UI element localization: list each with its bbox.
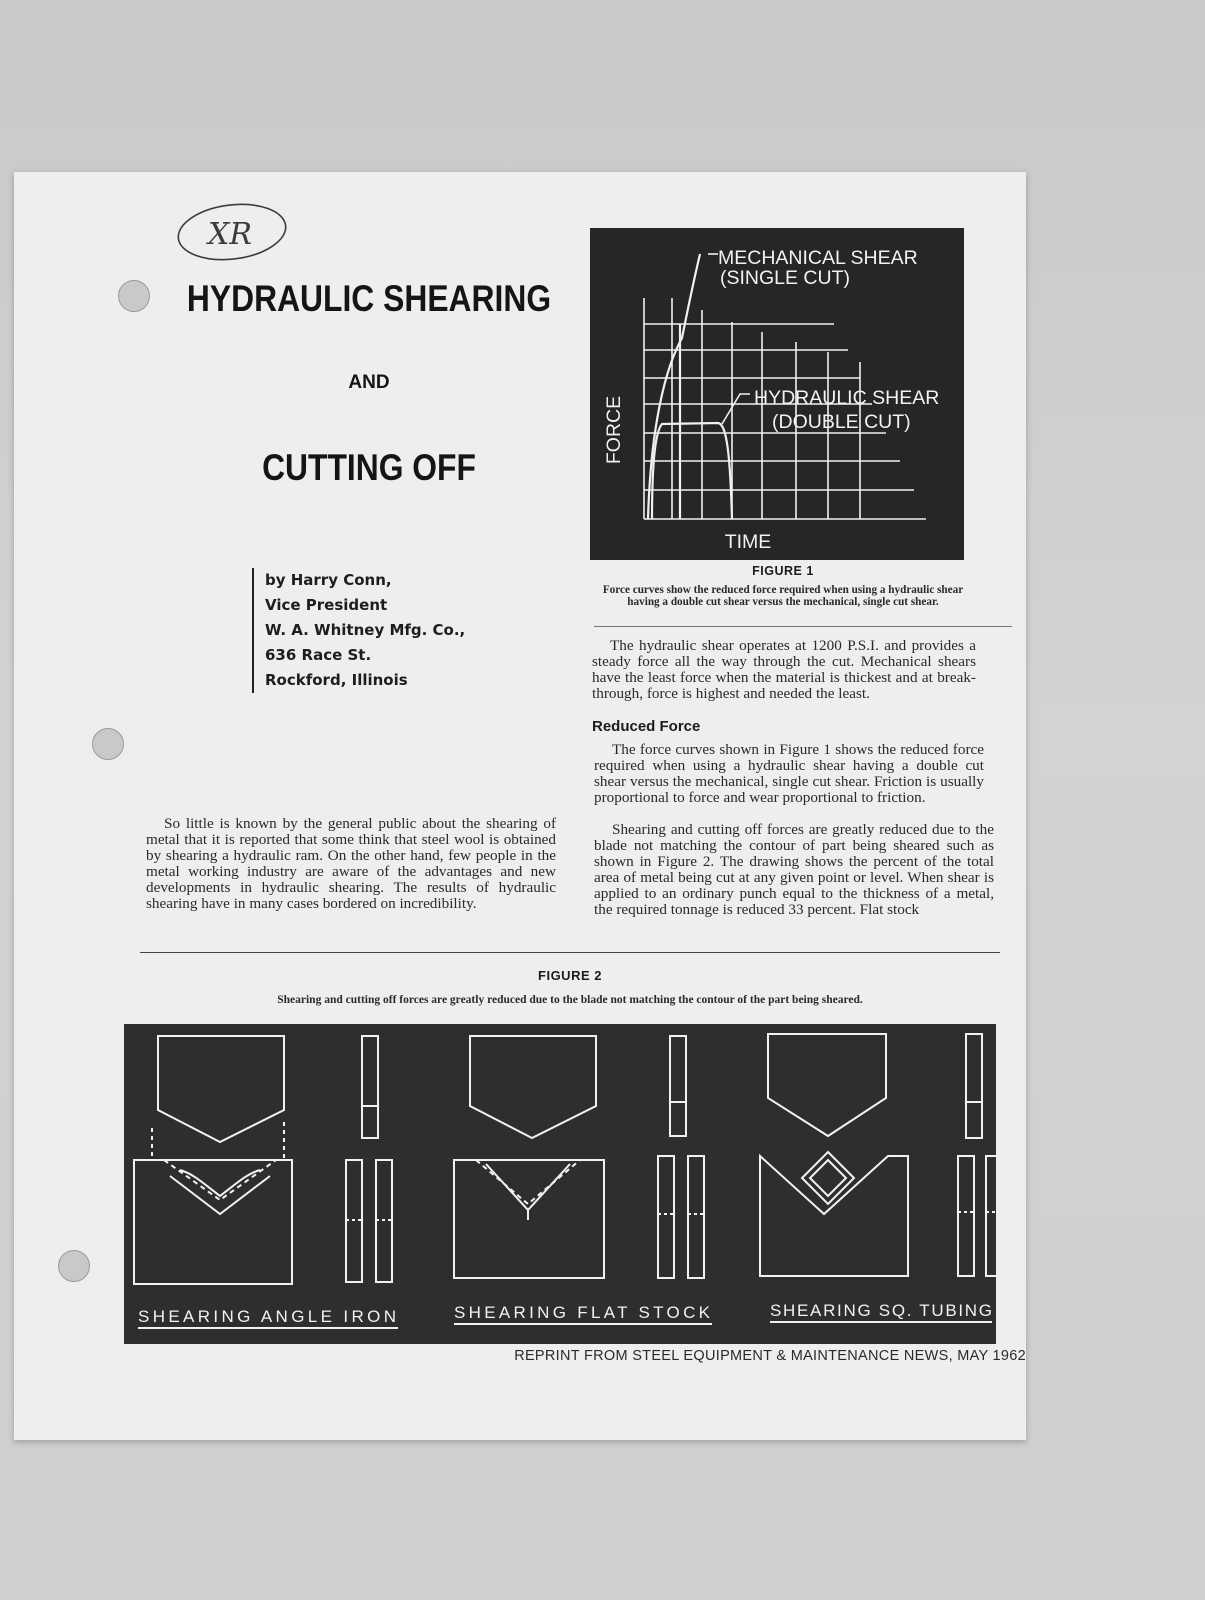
binder-hole-middle — [92, 728, 124, 760]
handwritten-xr-mark — [174, 200, 294, 268]
right-paragraph-2: The force curves shown in Figure 1 shows the reduced force required when using a hydraulic shear having a double cut shear versus the mechanical, single cut shear. Friction is usually proportional to force and wear proportional to friction. — [594, 741, 984, 806]
section-heading-reduced-force: Reduced Force — [592, 718, 701, 735]
figure1-panel — [590, 228, 964, 560]
byline-line: W. A. Whitney Mfg. Co., — [265, 621, 466, 639]
reprint-footer: REPRINT FROM STEEL EQUIPMENT & MAINTENANCE NEWS, MAY 1962 — [514, 1348, 1026, 1364]
right-paragraph-3: Shearing and cutting off forces are greatly reduced due to the blade not matching the contour of part being sheared such as shown in Figure 2. The drawing shows the percent of the total area of metal being cut at any given point or level. When shear is applied to an ordinary punch equal to the thickness of a metal, the required tonnage is reduced 33 percent. Flat stock — [594, 822, 994, 918]
figure1-divider — [594, 626, 1012, 627]
reprint-sheet — [14, 172, 1026, 1440]
article-title-and: AND — [348, 372, 390, 393]
figure1-label-mechanical: MECHANICAL SHEAR — [718, 247, 918, 269]
figure2-top-rule — [140, 952, 1000, 953]
figure1-label-hydraulic: HYDRAULIC SHEAR — [754, 387, 940, 409]
binder-hole-top — [118, 280, 150, 312]
right-paragraph-1: The hydraulic shear operates at 1200 P.S.I. and provides a steady force all the way through the cut. Mechanical shears have the least force when the material is thickest and at break-through, force is highest and needed the least. — [592, 637, 976, 702]
figure2-heading: FIGURE 2 — [538, 968, 602, 983]
figure2-label-flat-stock: SHEARING FLAT STOCK — [454, 1303, 710, 1322]
figure1-x-axis-label: TIME — [724, 531, 772, 553]
byline-line: 636 Race St. — [265, 646, 372, 664]
figure2-caption: Shearing and cutting off forces are greatly reduced due to the blade not matching the contour of the part being sheared. — [277, 994, 863, 1006]
figure1-label-hydraulic-sub: (DOUBLE CUT) — [772, 411, 911, 433]
figure1-label-mechanical-sub: (SINGLE CUT) — [720, 267, 851, 289]
byline-line: by Harry Conn, — [265, 571, 392, 589]
figure1-y-axis-label: FORCE — [603, 395, 625, 465]
byline-line: Vice President — [265, 596, 388, 614]
figure1-heading: FIGURE 1 — [752, 564, 814, 578]
figure1-caption: Force curves show the reduced force required when using a hydraulic shear having a double cut shear versus the mechanical, single cut shear. — [602, 584, 964, 608]
figure2-label-angle-iron: SHEARING ANGLE IRON — [138, 1307, 396, 1326]
article-title-line1: HYDRAULIC SHEARING — [186, 278, 552, 319]
handwritten-text: XR — [208, 217, 252, 252]
article-title-line3: CUTTING OFF — [262, 447, 476, 488]
figure1-force-chart — [590, 228, 964, 560]
byline-line: Rockford, Illinois — [265, 671, 408, 689]
binder-hole-bottom — [58, 1250, 90, 1282]
figure2-label-sq-tubing: SHEARING SQ. TUBING — [770, 1301, 992, 1320]
intro-paragraph: So little is known by the general public about the shearing of metal that it is reported that some think that steel wool is obtained by shearing a hydraulic ram. On the other hand, few people in the metal working industry are aware of the advantages and new developments in hydraulic shearing. The results of hydraulic shearing have in many cases bordered on incredibility. — [146, 815, 556, 912]
figure2-panel — [124, 1024, 996, 1344]
figure2-diagrams — [124, 1024, 996, 1344]
author-byline — [252, 568, 465, 693]
